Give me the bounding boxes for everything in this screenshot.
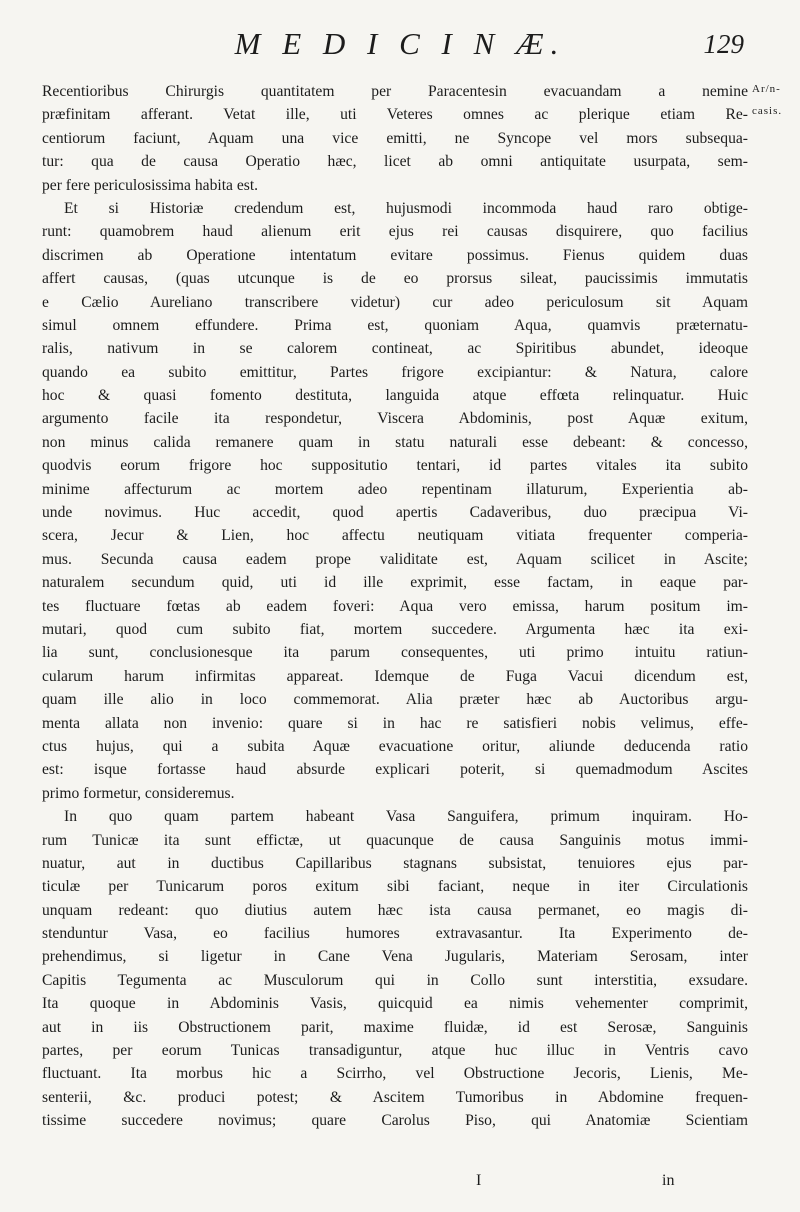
- text-line: In quo quam partem habeant Vasa Sanguifera, primum inquiram. Ho-: [64, 808, 748, 826]
- text-line: quando ea subito emittitur, Partes frigore excipiantur: & Natura, calore: [42, 363, 748, 381]
- text-line: Ita quoque in Abdominis Vasis, quicquid ea nimis vehementer comprimit,: [42, 995, 748, 1013]
- text-line: minime affecturum ac mortem adeo repentinam illaturum, Experientia ab-: [42, 480, 748, 498]
- text-line: quodvis eorum frigore hoc suppositutio tentari, id partes vitales ita subito: [42, 457, 748, 475]
- text-line: fluctuant. Ita morbus hic a Scirrho, vel Obstructione Jecoris, Lienis, Me-: [42, 1065, 748, 1083]
- text-line: centiorum faciunt, Aquam una vice emitti, ne Syncope vel mors subsequa-: [42, 129, 748, 147]
- text-line: Recentioribus Chirurgis quantitatem per Paracentesin evacuandam a nemine: [42, 83, 748, 100]
- text-line: ralis, nativum in se calorem contineat, ac Spiritibus abundet, ideoque: [42, 340, 748, 358]
- text-line: mus. Secunda causa eadem prope validitate est, Aquam scilicet in Ascite;: [42, 550, 748, 568]
- text-line: affert causas, (quas utcunque is de eo prorsus sileat, paucissimis immutatis: [42, 270, 748, 288]
- text-line: est: isque fortasse haud absurde explicari poterit, si quemadmodum Ascites: [42, 761, 748, 779]
- body-text: [42, 80, 748, 1133]
- text-line: lia sunt, conclusionesque ita parum consequentes, uti primo intuitu ratiun-: [42, 644, 748, 662]
- marginal-note-line: casis.: [752, 105, 783, 117]
- text-line: senterii, &c. produci potest; & Ascitem Tumoribus in Abdomine frequen-: [42, 1088, 748, 1106]
- text-line: Et si Historiæ credendum est, hujusmodi incommoda haud raro obtige-: [64, 199, 748, 217]
- text-line: tur: qua de causa Operatio hæc, licet ab omni antiquitate usurpata, sem-: [42, 153, 748, 171]
- text-line: runt: quamobrem haud alienum erit ejus rei causas disquirere, quo facilius: [42, 223, 748, 241]
- text-line: stenduntur Vasa, eo facilius humores extravasantur. Ita Experimento de-: [42, 925, 748, 943]
- catchword: in: [662, 1172, 675, 1189]
- text-line: tes fluctuare fœtas ab eadem foveri: Aqua vero emissa, harum positum im-: [42, 597, 748, 615]
- marginal-note-line: Ar/n-: [752, 83, 781, 95]
- text-line: quam ille alio in loco commemorat. Alia præter hæc ab Auctoribus argu-: [42, 691, 748, 709]
- marginal-note: [752, 78, 796, 122]
- text-line: naturalem secundum quid, uti id ille exprimit, esse factam, in eaque par-: [42, 574, 748, 592]
- text-line: unde novimus. Huc accedit, quod apertis Cadaveribus, duo præcipua Vi-: [42, 504, 748, 522]
- text-line: prehendimus, si ligetur in Cane Vena Jugularis, Materiam Serosam, inter: [42, 948, 748, 966]
- signature-mark: I: [476, 1172, 482, 1189]
- text-line: simul omnem effundere. Prima est, quoniam Aqua, quamvis præternatu-: [42, 316, 748, 334]
- page-number: 129: [703, 29, 744, 59]
- text-line: præfinitam afferant. Vetat ille, uti Veteres omnes ac plerique etiam Re-: [42, 106, 748, 124]
- text-line: aut in iis Obstructionem parit, maxime fluidæ, id est Serosæ, Sanguinis: [42, 1018, 748, 1036]
- text-line: e Cælio Aureliano transcribere videtur) cur adeo periculosum sit Aquam: [42, 293, 748, 311]
- text-line: per fere periculosissima habita est.: [42, 176, 259, 194]
- running-title: M E D I C I N Æ.: [234, 26, 566, 61]
- running-head: [0, 24, 800, 74]
- text-line: non minus calida remanere quam in statu naturali esse debeant: & concesso,: [42, 433, 748, 451]
- text-line: hoc & quasi fomento destituta, languida atque effœta relinquatur. Huic: [42, 387, 748, 405]
- text-line: tissime succedere novimus; quare Carolus Piso, qui Anatomiæ Scientiam: [42, 1112, 748, 1130]
- text-line: cularum harum infirmitas appareat. Idemque de Fuga Vacui dicendum est,: [42, 667, 748, 685]
- text-line: ticulæ per Tunicarum poros exitum sibi faciant, neque in iter Circulationis: [42, 878, 748, 896]
- text-line: Capitis Tegumenta ac Musculorum qui in Collo sunt interstitia, exsudare.: [42, 971, 748, 989]
- text-line: argumento facile ita respondetur, Viscera Abdominis, post Aquæ exitum,: [42, 410, 748, 428]
- text-line: discrimen ab Operatione intentatum evitare possimus. Fienus quidem duas: [42, 246, 748, 264]
- text-line: scera, Jecur & Lien, hoc affectu neutiquam vitiata frequenter comperia-: [42, 527, 748, 545]
- text-line: primo formetur, consideremus.: [42, 784, 235, 802]
- text-line: mutari, quod cum subito fiat, mortem succedere. Argumenta hæc ita exi-: [42, 620, 748, 638]
- text-line: partes, per eorum Tunicas transadiguntur, atque huc illuc in Ventris cavo: [42, 1042, 748, 1060]
- text-line: nuatur, aut in ductibus Capillaribus stagnans subsistat, tenuiores ejus par-: [42, 854, 748, 872]
- text-line: unquam redeant: quo diutius autem hæc ista causa permanet, eo magis di-: [42, 901, 748, 919]
- text-line: rum Tunicæ ita sunt effictæ, ut quacunque de causa Sanguinis motus immi-: [42, 831, 748, 849]
- text-line: menta allata non invenio: quare si in hac re satisfieri nobis velimus, effe-: [42, 714, 748, 732]
- text-line: ctus hujus, qui a subita Aquæ evacuatione oritur, aliunde deducenda ratio: [42, 737, 748, 755]
